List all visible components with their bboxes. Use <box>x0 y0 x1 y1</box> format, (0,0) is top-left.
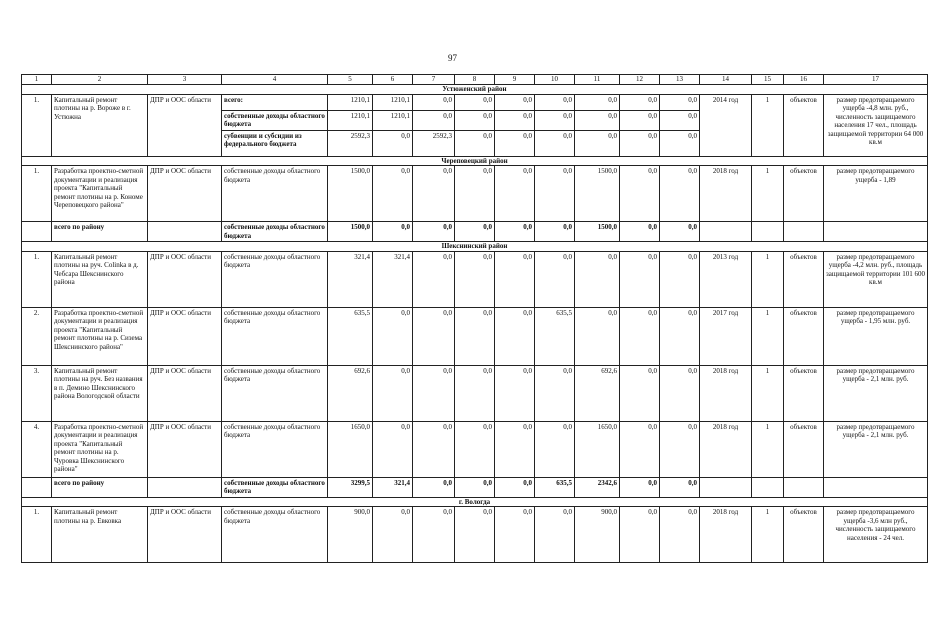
amount-cell: 0,0 <box>660 477 700 497</box>
amount-cell: 0,0 <box>455 110 495 130</box>
amount-cell: 321,4 <box>373 251 413 307</box>
row-number: 4. <box>22 421 52 477</box>
amount-cell: 0,0 <box>413 421 455 477</box>
amount-cell: 635,5 <box>535 307 575 365</box>
funding-source: собственные доходы областного бюджета <box>222 110 328 130</box>
amount-cell: 0,0 <box>495 507 535 563</box>
row-number: 2. <box>22 307 52 365</box>
completion-year: 2018 год <box>700 365 752 421</box>
budget-table <box>21 74 928 563</box>
amount-cell: 0,0 <box>495 477 535 497</box>
table-row <box>22 166 928 222</box>
amount-cell: 0,0 <box>495 222 535 242</box>
row-number: 3. <box>22 365 52 421</box>
amount-cell: 0,0 <box>660 421 700 477</box>
unit-label: объектов <box>784 166 824 222</box>
amount-cell: 0,0 <box>373 365 413 421</box>
amount-cell: 0,0 <box>620 222 660 242</box>
header-cell: 11 <box>575 75 620 85</box>
amount-cell: 0,0 <box>575 130 620 156</box>
amount-cell: 1500,0 <box>328 222 373 242</box>
amount-cell: 0,0 <box>660 507 700 563</box>
amount-cell: 0,0 <box>575 94 620 110</box>
amount-cell: 0,0 <box>495 251 535 307</box>
amount-cell: 0,0 <box>660 94 700 110</box>
amount-cell: 2592,3 <box>328 130 373 156</box>
header-cell: 1 <box>22 75 52 85</box>
row-number: 1. <box>22 251 52 307</box>
completion-year <box>700 222 752 242</box>
funding-source: собственные доходы областного бюджета <box>222 421 328 477</box>
table-row <box>22 421 928 477</box>
project-name: Капитальный ремонт плотины на руч. Сolinka в д. Чебсара Шекснинского района <box>52 251 148 307</box>
project-name: Капитальный ремонт плотины на руч. Без названия в п. Демино Шекснинского района Вологодской области <box>52 365 148 421</box>
table-row <box>22 94 928 110</box>
amount-cell: 321,4 <box>373 477 413 497</box>
amount-cell: 1500,0 <box>575 166 620 222</box>
object-count: 1 <box>752 307 784 365</box>
header-cell: 12 <box>620 75 660 85</box>
amount-cell: 0,0 <box>495 110 535 130</box>
amount-cell: 0,0 <box>535 166 575 222</box>
effect-description: размер предотвращаемого ущерба - 2,1 млн. руб. <box>824 421 928 477</box>
table-row <box>22 507 928 563</box>
effect-description: размер предотвращаемого ущерба - 1,95 млн. руб. <box>824 307 928 365</box>
unit-label: объектов <box>784 421 824 477</box>
header-cell: 16 <box>784 75 824 85</box>
amount-cell: 0,0 <box>495 166 535 222</box>
amount-cell: 0,0 <box>620 110 660 130</box>
object-count: 1 <box>752 251 784 307</box>
section-title: Устюженский район <box>22 85 928 95</box>
amount-cell: 0,0 <box>660 365 700 421</box>
amount-cell: 0,0 <box>495 421 535 477</box>
total-label: всего по району <box>52 477 148 497</box>
row-number: 1. <box>22 94 52 156</box>
funding-source: всего: <box>222 94 328 110</box>
header-cell: 7 <box>413 75 455 85</box>
responsible-executor: ДПР и ООС области <box>148 166 222 222</box>
amount-cell: 0,0 <box>413 251 455 307</box>
total-row <box>22 222 928 242</box>
header-cell: 13 <box>660 75 700 85</box>
effect-description: размер предотвращаемого ущерба - 2,1 млн. руб. <box>824 365 928 421</box>
header-cell: 17 <box>824 75 928 85</box>
header-cell: 4 <box>222 75 328 85</box>
amount-cell: 0,0 <box>620 251 660 307</box>
funding-source: собственные доходы областного бюджета <box>222 222 328 242</box>
header-cell: 2 <box>52 75 148 85</box>
project-name: Разработка проектно-сметной документации и реализация проекта "Капитальный ремонт плотины на р. Чуровка Шекснинского района" <box>52 421 148 477</box>
unit-label: объектов <box>784 94 824 156</box>
header-cell: 14 <box>700 75 752 85</box>
section-title: Череповецкий район <box>22 156 928 166</box>
amount-cell: 692,6 <box>575 365 620 421</box>
amount-cell: 0,0 <box>413 94 455 110</box>
header-cell: 5 <box>328 75 373 85</box>
effect-description: размер предотвращаемого ущерба -4,8 млн. руб., численность защищаемого населения 17 чел., площадь защищаемой территории 64 000 кв.м <box>824 94 928 156</box>
completion-year: 2013 год <box>700 251 752 307</box>
amount-cell: 0,0 <box>455 222 495 242</box>
amount-cell: 0,0 <box>455 421 495 477</box>
completion-year: 2018 год <box>700 166 752 222</box>
header-cell: 15 <box>752 75 784 85</box>
amount-cell: 0,0 <box>620 421 660 477</box>
project-name: Разработка проектно-сметной документации и реализация проекта "Капитальный ремонт плотины на р. Сизема Шекснинского района" <box>52 307 148 365</box>
amount-cell: 1210,1 <box>328 94 373 110</box>
total-row <box>22 477 928 497</box>
amount-cell: 635,5 <box>328 307 373 365</box>
header-cell: 3 <box>148 75 222 85</box>
responsible-executor: ДПР и ООС области <box>148 365 222 421</box>
amount-cell: 0,0 <box>455 166 495 222</box>
amount-cell: 2342,6 <box>575 477 620 497</box>
amount-cell: 0,0 <box>455 307 495 365</box>
unit-label <box>784 477 824 497</box>
amount-cell: 1500,0 <box>328 166 373 222</box>
amount-cell: 1210,1 <box>373 94 413 110</box>
row-number: 1. <box>22 166 52 222</box>
effect-description <box>824 222 928 242</box>
completion-year: 2018 год <box>700 507 752 563</box>
object-count <box>752 222 784 242</box>
amount-cell: 0,0 <box>495 94 535 110</box>
section-title-row <box>22 242 928 252</box>
amount-cell: 0,0 <box>495 130 535 156</box>
object-count: 1 <box>752 365 784 421</box>
row-number <box>22 222 52 242</box>
amount-cell: 0,0 <box>535 507 575 563</box>
effect-description <box>824 477 928 497</box>
header-cell: 8 <box>455 75 495 85</box>
amount-cell: 0,0 <box>535 421 575 477</box>
header-row <box>22 75 928 85</box>
amount-cell: 0,0 <box>535 222 575 242</box>
amount-cell: 0,0 <box>373 130 413 156</box>
amount-cell: 0,0 <box>660 222 700 242</box>
amount-cell: 2592,3 <box>413 130 455 156</box>
funding-source: собственные доходы областного бюджета <box>222 166 328 222</box>
amount-cell: 0,0 <box>373 507 413 563</box>
amount-cell: 0,0 <box>455 94 495 110</box>
object-count: 1 <box>752 94 784 156</box>
page-number: 97 <box>448 53 457 63</box>
amount-cell: 0,0 <box>495 365 535 421</box>
effect-description: размер предотвращаемого ущерба -3,6 млн руб., численность защищаемого населения - 24 чел. <box>824 507 928 563</box>
amount-cell: 635,5 <box>535 477 575 497</box>
section-title-row <box>22 156 928 166</box>
amount-cell: 0,0 <box>373 307 413 365</box>
unit-label: объектов <box>784 507 824 563</box>
responsible-executor <box>148 222 222 242</box>
amount-cell: 0,0 <box>413 222 455 242</box>
section-title: г. Вологда <box>22 497 928 507</box>
completion-year: 2017 год <box>700 307 752 365</box>
amount-cell: 900,0 <box>328 507 373 563</box>
responsible-executor: ДПР и ООС области <box>148 307 222 365</box>
responsible-executor <box>148 477 222 497</box>
unit-label: объектов <box>784 365 824 421</box>
amount-cell: 0,0 <box>620 130 660 156</box>
amount-cell: 0,0 <box>413 365 455 421</box>
object-count: 1 <box>752 166 784 222</box>
amount-cell: 1650,0 <box>575 421 620 477</box>
amount-cell: 0,0 <box>535 130 575 156</box>
table-row <box>22 365 928 421</box>
amount-cell: 1650,0 <box>328 421 373 477</box>
amount-cell: 0,0 <box>413 477 455 497</box>
responsible-executor: ДПР и ООС области <box>148 251 222 307</box>
amount-cell: 0,0 <box>660 251 700 307</box>
amount-cell: 0,0 <box>575 251 620 307</box>
amount-cell: 0,0 <box>455 507 495 563</box>
total-label: всего по району <box>52 222 148 242</box>
amount-cell: 0,0 <box>373 222 413 242</box>
effect-description: размер предотвращаемого ущерба - 1,89 <box>824 166 928 222</box>
unit-label: объектов <box>784 307 824 365</box>
amount-cell: 0,0 <box>455 130 495 156</box>
amount-cell: 0,0 <box>575 110 620 130</box>
table-row <box>22 251 928 307</box>
amount-cell: 0,0 <box>620 166 660 222</box>
amount-cell: 1500,0 <box>575 222 620 242</box>
funding-source: собственные доходы областного бюджета <box>222 251 328 307</box>
amount-cell: 3299,5 <box>328 477 373 497</box>
completion-year <box>700 477 752 497</box>
project-name: Разработка проектно-сметной документации и реализация проекта "Капитальный ремонт плотины на р. Кономе Череповецкого района" <box>52 166 148 222</box>
amount-cell: 0,0 <box>535 110 575 130</box>
section-title-row <box>22 85 928 95</box>
amount-cell: 1210,1 <box>373 110 413 130</box>
amount-cell: 0,0 <box>535 94 575 110</box>
responsible-executor: ДПР и ООС области <box>148 421 222 477</box>
funding-source: собственные доходы областного бюджета <box>222 307 328 365</box>
unit-label: объектов <box>784 251 824 307</box>
funding-source: субвенции и субсидии из федерального бюджета <box>222 130 328 156</box>
amount-cell: 900,0 <box>575 507 620 563</box>
project-name: Капитальный ремонт плотины на р. Евковка <box>52 507 148 563</box>
amount-cell: 0,0 <box>373 166 413 222</box>
amount-cell: 0,0 <box>535 365 575 421</box>
amount-cell: 0,0 <box>575 307 620 365</box>
amount-cell: 0,0 <box>660 307 700 365</box>
project-name: Капитальный ремонт плотины на р. Вороже в г. Устюжна <box>52 94 148 156</box>
section-title-row <box>22 497 928 507</box>
effect-description: размер предотвращаемого ущерба -4,2 млн. руб., площадь защищаемой территории 101 600 кв.м <box>824 251 928 307</box>
amount-cell: 0,0 <box>620 507 660 563</box>
header-cell: 10 <box>535 75 575 85</box>
responsible-executor: ДПР и ООС области <box>148 94 222 156</box>
amount-cell: 0,0 <box>413 166 455 222</box>
completion-year: 2018 год <box>700 421 752 477</box>
amount-cell: 0,0 <box>620 477 660 497</box>
amount-cell: 1210,1 <box>328 110 373 130</box>
amount-cell: 0,0 <box>413 110 455 130</box>
funding-source: собственные доходы областного бюджета <box>222 507 328 563</box>
amount-cell: 0,0 <box>413 307 455 365</box>
funding-source: собственные доходы областного бюджета <box>222 365 328 421</box>
amount-cell: 0,0 <box>660 110 700 130</box>
amount-cell: 0,0 <box>495 307 535 365</box>
amount-cell: 0,0 <box>455 251 495 307</box>
amount-cell: 0,0 <box>660 166 700 222</box>
amount-cell: 0,0 <box>620 365 660 421</box>
amount-cell: 692,6 <box>328 365 373 421</box>
unit-label <box>784 222 824 242</box>
amount-cell: 0,0 <box>620 307 660 365</box>
amount-cell: 0,0 <box>373 421 413 477</box>
amount-cell: 0,0 <box>455 365 495 421</box>
section-title: Шекснинский район <box>22 242 928 252</box>
table-row <box>22 307 928 365</box>
amount-cell: 0,0 <box>535 251 575 307</box>
responsible-executor: ДПР и ООС области <box>148 507 222 563</box>
amount-cell: 0,0 <box>413 507 455 563</box>
header-cell: 9 <box>495 75 535 85</box>
funding-source: собственные доходы областного бюджета <box>222 477 328 497</box>
object-count: 1 <box>752 421 784 477</box>
row-number: 1. <box>22 507 52 563</box>
object-count <box>752 477 784 497</box>
amount-cell: 0,0 <box>455 477 495 497</box>
object-count: 1 <box>752 507 784 563</box>
amount-cell: 321,4 <box>328 251 373 307</box>
header-cell: 6 <box>373 75 413 85</box>
amount-cell: 0,0 <box>620 94 660 110</box>
completion-year: 2014 год <box>700 94 752 156</box>
row-number <box>22 477 52 497</box>
amount-cell: 0,0 <box>660 130 700 156</box>
